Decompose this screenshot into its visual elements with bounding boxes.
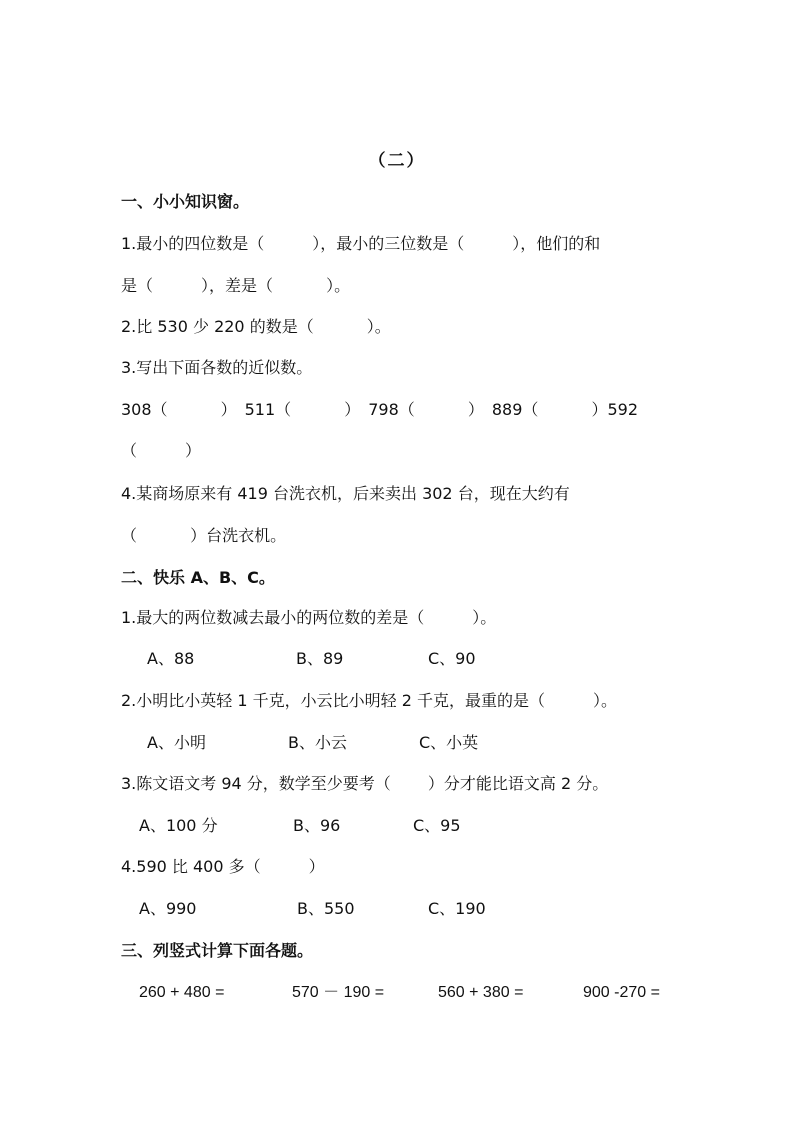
s2-question-3: 3.陈文语文考 94 分，数学至少要考（ ）分才能比语文高 2 分。	[121, 774, 609, 793]
calc-problem-3: 560 + 380 =	[438, 984, 524, 1001]
s2-q1-option-c: C、90	[428, 649, 476, 668]
s2-q4-option-a: A、990	[139, 899, 197, 918]
s1-question-4-line-2: （ ）台洗衣机。	[121, 526, 287, 545]
section-3-heading: 三、列竖式计算下面各题。	[121, 941, 314, 960]
s2-q1-option-b: B、89	[296, 649, 344, 668]
s2-q3-option-b: B、96	[293, 816, 341, 835]
s1-question-1-line-1: 1.最小的四位数是（ ），最小的三位数是（ ），他们的和	[121, 234, 601, 253]
calc-problem-2: 570 － 190 =	[292, 984, 385, 1001]
calc-problem-1: 260 + 480 =	[139, 984, 225, 1001]
s2-q3-option-c: C、95	[413, 816, 461, 835]
s1-question-3-line-1: 308（ ） 511（ ） 798（ ） 889（ ）592	[121, 400, 639, 419]
s2-q4-option-b: B、550	[297, 899, 355, 918]
s2-q2-option-a: A、小明	[147, 733, 206, 752]
s2-q2-option-b: B、小云	[288, 733, 347, 752]
section-2-heading: 二、快乐 A、B、C。	[121, 568, 275, 587]
page-title: （二）	[368, 151, 426, 171]
s2-question-2: 2.小明比小英轻 1 千克，小云比小明轻 2 千克，最重的是（ ）。	[121, 691, 617, 710]
s1-question-2: 2.比 530 少 220 的数是（ ）。	[121, 317, 391, 336]
s2-q1-option-a: A、88	[147, 649, 195, 668]
s1-question-3: 3.写出下面各数的近似数。	[121, 358, 313, 377]
s1-question-3-line-2: （ ）	[121, 441, 202, 460]
s1-question-1-line-2: 是（ ），差是（ ）。	[121, 276, 351, 295]
s2-q4-option-c: C、190	[428, 899, 486, 918]
s2-q2-option-c: C、小英	[419, 733, 479, 752]
s1-question-4-line-1: 4.某商场原来有 419 台洗衣机，后来卖出 302 台，现在大约有	[121, 484, 570, 503]
section-1-heading: 一、小小知识窗。	[121, 192, 250, 211]
s2-q3-option-a: A、100 分	[139, 816, 218, 835]
s2-question-4: 4.590 比 400 多（ ）	[121, 857, 325, 876]
calc-problem-4: 900 -270 =	[583, 984, 660, 1001]
s2-question-1: 1.最大的两位数减去最小的两位数的差是（ ）。	[121, 608, 497, 627]
